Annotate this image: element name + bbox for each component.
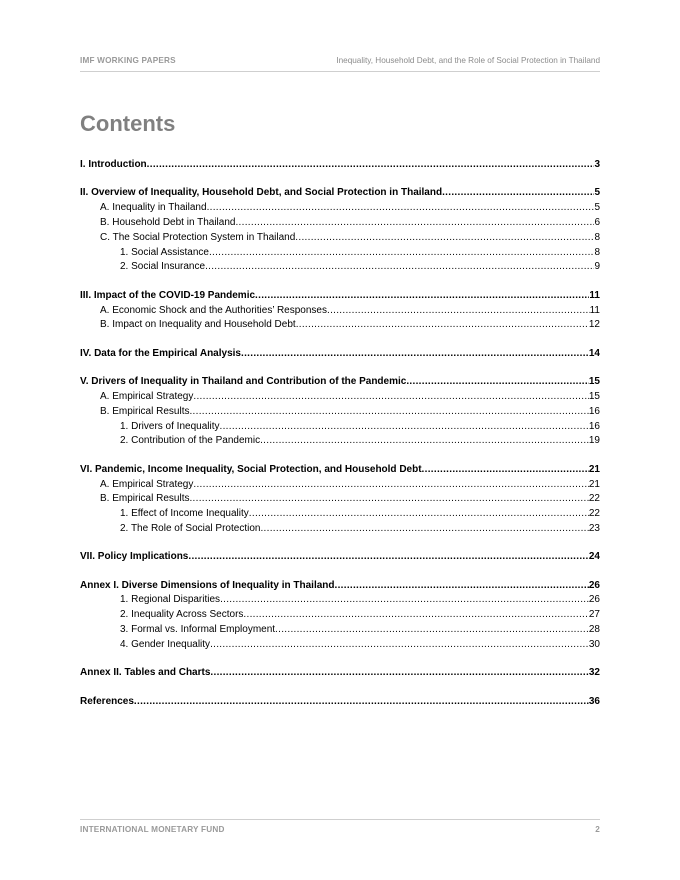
dot-leader [220,420,589,435]
toc-entry-page: 27 [588,609,600,621]
toc-entry-label: Annex II. Tables and Charts [80,667,211,679]
dot-leader [210,638,589,653]
dot-leader [327,304,590,319]
series-name: IMF WORKING PAPERS [80,56,176,65]
toc-entry-label: II. Overview of Inequality, Household Debt, and Social Protection in Thailand [80,187,443,199]
toc-entry-label: 2. Contribution of the Pandemic [120,435,261,447]
dot-leader [209,246,595,261]
toc-entry-label: B. Empirical Results [100,493,190,505]
toc-entry-label: IV. Data for the Empirical Analysis [80,347,241,359]
toc-entry-label: 2. Social Insurance [120,261,206,273]
toc-entry[interactable] [80,478,600,493]
toc-entry-label: V. Drivers of Inequality in Thailand and Contribution of the Pandemic [80,376,407,388]
toc-entry-page: 12 [588,319,600,331]
dot-leader [255,289,589,304]
toc-entry-label: B. Empirical Results [100,405,190,417]
toc-entry-label: III. Impact of the COVID-19 Pandemic [80,289,256,301]
toc-entry-label: C. The Social Protection System in Thailand [100,231,296,243]
toc-entry-page: 5 [594,187,600,199]
dot-leader [241,347,589,362]
toc-entry[interactable] [80,434,600,449]
toc-entry-page: 24 [588,551,600,563]
toc-entry-page: 11 [589,304,600,316]
toc-entry-label: 1. Social Assistance [120,246,209,258]
toc-entry-page: 22 [588,508,600,520]
toc-entry-label: Annex I. Diverse Dimensions of Inequality in Thailand [80,579,335,591]
page-number: 2 [595,825,600,834]
dot-leader [243,608,588,623]
toc-entry-page: 15 [588,376,600,388]
toc-entry-label: I. Introduction [80,159,147,170]
toc-entry[interactable] [80,260,600,275]
toc-entry[interactable] [80,158,600,173]
toc-entry-page: 8 [594,246,600,258]
dot-leader [442,186,594,201]
toc-entry[interactable] [80,507,600,522]
toc-entry[interactable] [80,289,600,304]
toc-entry-label: 2. Inequality Across Sectors [120,609,244,621]
toc-entry[interactable] [80,593,600,608]
toc-entry-page: 5 [594,202,600,214]
toc-entry-page: 11 [589,289,600,301]
dot-leader [207,201,595,216]
toc-entry[interactable] [80,522,600,537]
toc-entry-page: 8 [594,231,600,243]
footer-divider [80,819,600,820]
dot-leader [205,260,594,275]
toc-entry[interactable] [80,318,600,333]
toc-entry-page: 36 [588,695,600,707]
toc-entry-page: 26 [588,594,600,606]
dot-leader [275,623,589,638]
toc-entry[interactable] [80,216,600,231]
toc-entry[interactable] [80,405,600,420]
toc-entry-page: 16 [588,420,600,432]
toc-entry-label: VII. Policy Implications [80,551,189,563]
dot-leader [422,463,589,478]
dot-leader [235,216,594,231]
dot-leader [189,492,588,507]
toc-entry-label: 1. Effect of Income Inequality [120,508,249,520]
dot-leader [335,579,589,594]
toc-entry[interactable] [80,375,600,390]
toc-entry-label: 3. Formal vs. Informal Employment [120,624,276,636]
dot-leader [134,695,589,710]
toc-entry[interactable] [80,608,600,623]
toc-entry-page: 9 [594,261,600,273]
toc-entry-label: A. Economic Shock and the Authorities’ Responses [100,304,327,316]
publisher-name: INTERNATIONAL MONETARY FUND [80,825,225,834]
toc-entry-label: 1. Drivers of Inequality [120,420,220,432]
toc-entry-label: 2. The Role of Social Protection [120,522,261,534]
running-header [80,56,600,65]
toc-entry[interactable] [80,201,600,216]
toc-entry[interactable] [80,492,600,507]
page-title: Contents [80,111,176,136]
toc-entry-label: 4. Gender Inequality [120,638,211,650]
toc-entry[interactable] [80,550,600,565]
toc-entry-page: 3 [594,159,600,170]
toc-entry[interactable] [80,463,600,478]
toc-entry[interactable] [80,246,600,261]
dot-leader [220,593,589,608]
toc-entry-page: 26 [588,579,600,591]
toc-entry[interactable] [80,666,600,681]
toc-entry-label: A. Inequality in Thailand [100,202,207,214]
dot-leader [260,522,588,537]
toc-entry-page: 21 [588,463,600,475]
dot-leader [193,478,589,493]
toc-entry[interactable] [80,186,600,201]
toc-entry-page: 30 [588,638,600,650]
dot-leader [406,375,589,390]
toc-entry-label: B. Impact on Inequality and Household Debt [100,319,296,331]
toc-entry[interactable] [80,420,600,435]
toc-entry-page: 32 [588,667,600,679]
dot-leader [193,390,589,405]
toc-entry[interactable] [80,390,600,405]
toc-entry-page: 14 [588,347,600,359]
toc-entry-page: 22 [588,493,600,505]
dot-leader [210,666,588,681]
toc-entry-page: 21 [588,478,600,490]
toc-entry-label: B. Household Debt in Thailand [100,216,236,228]
toc-entry-page: 19 [588,435,600,447]
toc-entry[interactable] [80,347,600,362]
toc-entry-label: A. Empirical Strategy [100,478,194,490]
toc-entry-page: 16 [588,405,600,417]
paper-title-header: Inequality, Household Debt, and the Role of Social Protection in Thailand [336,56,600,65]
toc-entry[interactable] [80,623,600,638]
dot-leader [189,405,588,420]
toc-entry-label: References [80,695,134,707]
toc-entry-label: VI. Pandemic, Income Inequality, Social Protection, and Household Debt [80,463,422,475]
toc-entry[interactable] [80,231,600,246]
toc-entry[interactable] [80,579,600,594]
dot-leader [147,158,595,173]
dot-leader [295,231,594,246]
running-footer [80,825,600,834]
dot-leader [296,318,589,333]
toc-entry[interactable] [80,304,600,319]
toc-entry[interactable] [80,638,600,653]
toc-entry-page: 6 [594,216,600,228]
toc-entry[interactable] [80,695,600,710]
toc-entry-label: 1. Regional Disparities [120,594,221,606]
table-of-contents [80,158,600,709]
dot-leader [249,507,589,522]
toc-entry-page: 23 [588,522,600,534]
toc-entry-page: 28 [588,624,600,636]
dot-leader [188,550,589,565]
dot-leader [260,434,589,449]
toc-entry-label: A. Empirical Strategy [100,390,194,402]
toc-entry-page: 15 [588,390,600,402]
header-divider [80,71,600,72]
